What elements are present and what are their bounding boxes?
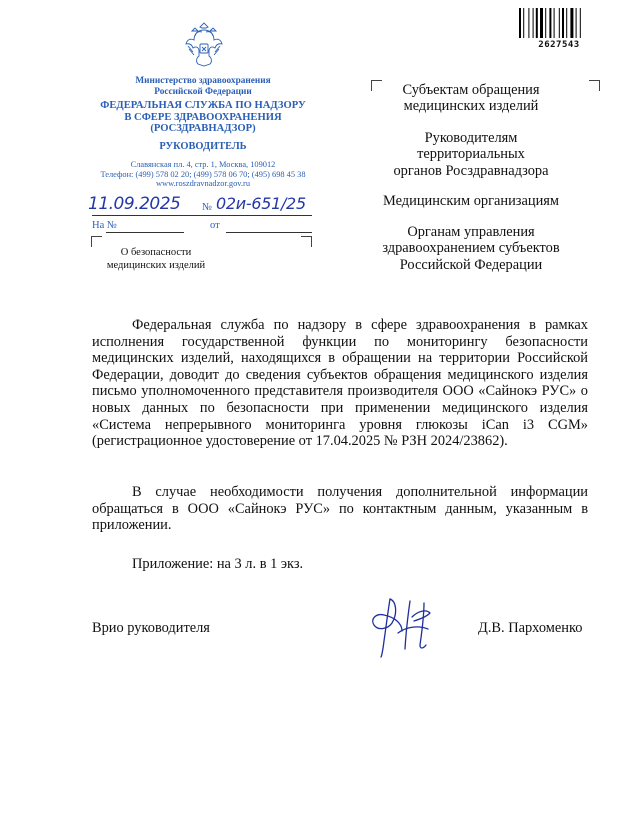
barcode-bar: [549, 8, 551, 38]
reference-number-label: На №: [92, 220, 117, 231]
barcode-bar: [570, 8, 573, 38]
ministry-line: Министерство здравоохранения: [135, 76, 271, 86]
recipient-line: Российской Федерации: [399, 256, 543, 273]
reference-date-label: от: [210, 220, 220, 231]
service-line: ФЕДЕРАЛЬНАЯ СЛУЖБА ПО НАДЗОРУ: [100, 100, 306, 111]
body-paragraph: Федеральная служба по надзору в сфере здравоохранения в рамках исполнения государственной функции по мониторингу безопасности медицинских изделий, находящихся в обращении на территории Российской Федерации, доводит до сведения субъектов обращения медицинского изделия письмо уполномоченного представителя производителя ООО «Сайнокэ РУС» о новых данных по безопасности при применении медицинского изделия «Система непрерывного мониторинга уровня глюкозы iCan i3 CGM» (регистрационное удостоверение от 17.04.2025 № РЗН 2024/23862).: [92, 317, 588, 450]
service-name: [92, 100, 314, 135]
website-line: www.roszdravnadzor.gov.ru: [155, 179, 251, 189]
barcode-bar: [559, 8, 560, 38]
subject-bracket-right: [301, 236, 312, 247]
letter-subject: [96, 247, 216, 272]
reference-number-line: [106, 232, 184, 233]
registration-number: 02и-651/25: [216, 194, 306, 213]
barcode-bar: [523, 8, 524, 38]
barcode-bar: [566, 8, 567, 38]
subject-line: О безопасности: [120, 247, 192, 258]
body-paragraph: В случае необходимости получения дополнительной информации обращаться в ООО «Сайнокэ РУС» по контактным данным, указанным в приложении.: [92, 484, 588, 534]
barcode-bar: [580, 8, 581, 38]
recipient-line: территориальных: [417, 146, 525, 163]
address-block: [92, 160, 314, 189]
recipient-line: Субъектам обращения: [402, 82, 540, 98]
recipient-entry: [358, 224, 584, 273]
recipient-entry: [358, 82, 584, 115]
barcode-bar: [545, 8, 546, 38]
recipient-line: Органам управления: [407, 224, 535, 240]
phone-line: Телефон: (499) 578 02 20; (499) 578 06 70; (495) 698 45 38: [100, 169, 306, 179]
attachment-note: Приложение: на 3 л. в 1 экз.: [132, 556, 304, 572]
address-line: Славянская пл. 4, стр. 1, Москва, 109012: [130, 160, 276, 169]
recipient-line: медицинских изделий: [403, 98, 539, 115]
recipient-bracket-right: [589, 80, 600, 91]
subject-line: медицинских изделий: [106, 259, 206, 271]
barcode-bar: [519, 8, 521, 38]
barcode-number: 2627543: [538, 40, 580, 50]
recipient-entry: [358, 130, 584, 179]
recipient-line: Руководителям: [424, 130, 518, 146]
coat-of-arms-emblem: [184, 22, 224, 68]
head-title: РУКОВОДИТЕЛЬ: [159, 141, 247, 152]
registration-number-label: №: [202, 202, 213, 213]
ministry-name: [92, 76, 314, 97]
barcode-bar: [533, 8, 534, 38]
reference-date-line: [226, 232, 312, 233]
recipient-line: здравоохранением субъектов: [382, 240, 560, 257]
subject-bracket-left: [91, 236, 102, 247]
barcode-bar: [576, 8, 577, 38]
handwritten-signature: [368, 593, 446, 659]
signer-name: Д.В. Пархоменко: [478, 620, 583, 636]
registration-date: 11.09.2025: [88, 194, 181, 214]
service-line: В СФЕРЕ ЗДРАВООХРАНЕНИЯ: [124, 111, 282, 123]
recipient-line: Медицинским организациям: [383, 193, 559, 209]
barcode: [518, 8, 600, 38]
signer-position: Врио руководителя: [92, 620, 210, 636]
registration-underline: [92, 215, 312, 216]
barcode-bar: [528, 8, 529, 38]
recipient-entry: [358, 193, 584, 209]
barcode-bar: [562, 8, 564, 38]
ministry-line: Российской Федерации: [154, 86, 252, 97]
barcode-bar: [536, 8, 538, 38]
service-line: (РОСЗДРАВНАДЗОР): [150, 123, 256, 134]
barcode-bar: [554, 8, 555, 38]
recipient-line: органов Росздравнадзора: [393, 162, 549, 179]
barcode-bar: [540, 8, 543, 38]
